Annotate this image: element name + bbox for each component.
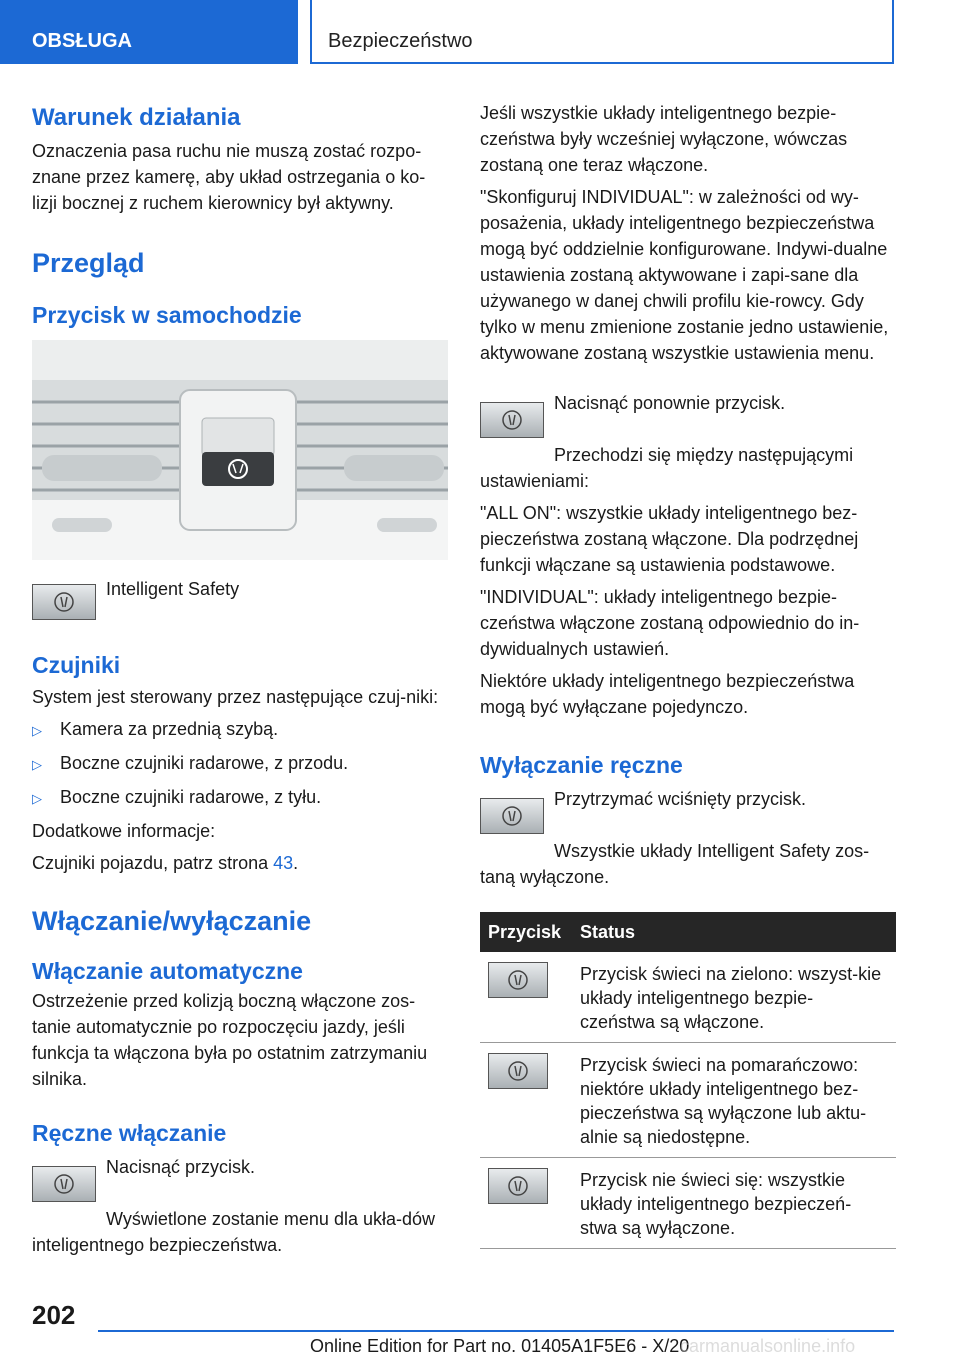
table-header-button: Przycisk bbox=[480, 912, 572, 952]
list-item-text: Kamera za przednią szybą. bbox=[60, 719, 279, 739]
list-item bbox=[32, 750, 448, 778]
text-hold: Przytrzymać wciśnięty przycisk. bbox=[554, 789, 807, 809]
intelligent-safety-button-icon bbox=[480, 402, 544, 438]
manual-on-row bbox=[32, 1154, 448, 1202]
text-sensors-ref bbox=[32, 850, 448, 876]
text-sensors: System jest sterowany przez następujące czuj-niki: bbox=[32, 687, 439, 707]
manual-off-row bbox=[480, 786, 896, 834]
table-cell-status: Przycisk nie świeci się: wszystkie układy inteligentnego bezpieczeń-stwa są wyłączone. bbox=[572, 1158, 896, 1249]
press-again-row bbox=[480, 390, 896, 438]
text-switch: Przechodzi się między następującymi ustawieniami: bbox=[480, 445, 854, 491]
heading-button-in-car: Przycisk w samochodzie bbox=[32, 302, 302, 328]
table-cell-status: Przycisk świeci na zielono: wszyst-kie układy inteligentnego bezpie-czeństwa są włączone. bbox=[572, 952, 896, 1043]
triangle-bullet-icon: ▷ bbox=[32, 757, 42, 772]
button-label: Intelligent Safety bbox=[106, 579, 240, 599]
intelligent-safety-row bbox=[32, 572, 448, 620]
table-cell-button bbox=[480, 1043, 572, 1158]
sensor-list bbox=[32, 716, 448, 812]
list-item-text: Boczne czujniki radarowe, z tyłu. bbox=[60, 787, 322, 807]
intelligent-safety-button-icon bbox=[32, 1166, 96, 1202]
intelligent-safety-button-icon bbox=[32, 584, 96, 620]
footer-watermark: carmanualsonline.info bbox=[680, 1336, 856, 1356]
text-prev-off: Jeśli wszystkie układy inteligentnego bezpie-czeństwa były wcześniej wyłączone, wówczas zostaną one teraz włączone. bbox=[480, 103, 848, 175]
heading-manual-on: Ręczne włączanie bbox=[32, 1120, 227, 1146]
heading-overview: Przegląd bbox=[32, 248, 145, 278]
heading-sensors: Czujniki bbox=[32, 652, 121, 678]
heading-manual-off: Wyłączanie ręczne bbox=[480, 752, 683, 778]
text-press-again: Nacisnąć ponownie przycisk. bbox=[554, 393, 786, 413]
table-cell-button bbox=[480, 1158, 572, 1249]
intelligent-safety-button-icon bbox=[488, 962, 548, 998]
footer-edition: Online Edition for Part no. 01405A1F5E6 - X/20 bbox=[310, 1336, 690, 1356]
text-config: "Skonfiguruj INDIVIDUAL": w zależności od wy-posażenia, układy inteligentnego bezpieczeństwa mogą być oddzielnie konfigurowane. Indywi-dualne ustawienia zostaną aktywowane i zapi-sane dla używanego w danej chwili profilu kie-rowcy. Gdy tylko w menu zmienione zostanie jedno ustawienie, aktywowane zostaną wszystkie ustawienia menu. bbox=[480, 187, 889, 363]
text-some: Niektóre układy inteligentnego bezpieczeństwa mogą być wyłączane pojedynczo. bbox=[480, 671, 855, 717]
list-item bbox=[32, 716, 448, 744]
left-column-lower bbox=[32, 572, 448, 1202]
text-individual: "INDIVIDUAL": układy inteligentnego bezpie-czeństwa włączone zostaną odpowiednio do in-dywidualnych ustawień. bbox=[480, 587, 860, 659]
intelligent-safety-button-icon bbox=[488, 1053, 548, 1089]
intelligent-safety-button-icon bbox=[480, 798, 544, 834]
heading-on-off: Włączanie/wyłączanie bbox=[32, 906, 312, 936]
table-row bbox=[480, 1158, 896, 1249]
table-header-status: Status bbox=[572, 912, 896, 952]
table-row bbox=[480, 1043, 896, 1158]
right-column bbox=[480, 100, 896, 1249]
list-item bbox=[32, 784, 448, 812]
text-auto-on: Ostrzeżenie przed kolizją boczną włączone zos-tanie automatycznie po rozpoczęciu jazdy, jeśli funkcja ta włączona była po ostatnim zatrzymaniu silnika. bbox=[32, 991, 428, 1089]
heading-condition: Warunek działania bbox=[32, 104, 241, 131]
left-column bbox=[32, 100, 448, 330]
chapter-tab: Bezpieczeństwo bbox=[310, 0, 894, 64]
list-item-text: Boczne czujniki radarowe, z przodu. bbox=[60, 753, 349, 773]
text-condition: Oznaczenia pasa ruchu nie muszą zostać rozpo-znane przez kamerę, aby układ ostrzegania o ko-lizji bocznej z ruchem kierownicy był aktywny. bbox=[32, 141, 426, 213]
triangle-bullet-icon: ▷ bbox=[32, 723, 42, 738]
sensors-ref-text: Czujniki pojazdu, patrz strona bbox=[32, 853, 274, 873]
section-tab: OBSŁUGA bbox=[0, 0, 298, 64]
page-link[interactable]: 43 bbox=[273, 853, 294, 873]
text-all-on: "ALL ON": wszystkie układy inteligentnego bez-pieczeństwa zostaną włączone. Dla podrzędnej funkcji włączane są ustawienia podstawowe. bbox=[480, 503, 859, 575]
page-header bbox=[0, 0, 960, 66]
table-cell-button bbox=[480, 952, 572, 1043]
text-press: Nacisnąć przycisk. bbox=[106, 1157, 256, 1177]
button-panel-photo bbox=[32, 340, 448, 560]
table-header-row bbox=[480, 912, 896, 952]
text-all-off: Wszystkie układy Intelligent Safety zos-taną wyłączone. bbox=[480, 841, 870, 887]
triangle-bullet-icon: ▷ bbox=[32, 791, 42, 806]
table-row bbox=[480, 952, 896, 1043]
vent-panel-illustration bbox=[32, 340, 448, 560]
text-additional: Dodatkowe informacje: bbox=[32, 821, 216, 841]
text-menu: Wyświetlone zostanie menu dla ukła-dów inteligentnego bezpieczeństwa. bbox=[32, 1209, 436, 1255]
footer-rule bbox=[98, 1330, 894, 1332]
table-cell-status: Przycisk świeci na pomarańczowo: niektóre układy inteligentnego bez-pieczeństwa są wyłączone lub aktu-alnie są niedostępne. bbox=[572, 1043, 896, 1158]
period: . bbox=[293, 853, 299, 873]
status-table bbox=[480, 912, 896, 1249]
heading-auto-on: Włączanie automatyczne bbox=[32, 958, 303, 984]
intelligent-safety-button-icon bbox=[488, 1168, 548, 1204]
page-number: 202 bbox=[32, 1300, 76, 1330]
